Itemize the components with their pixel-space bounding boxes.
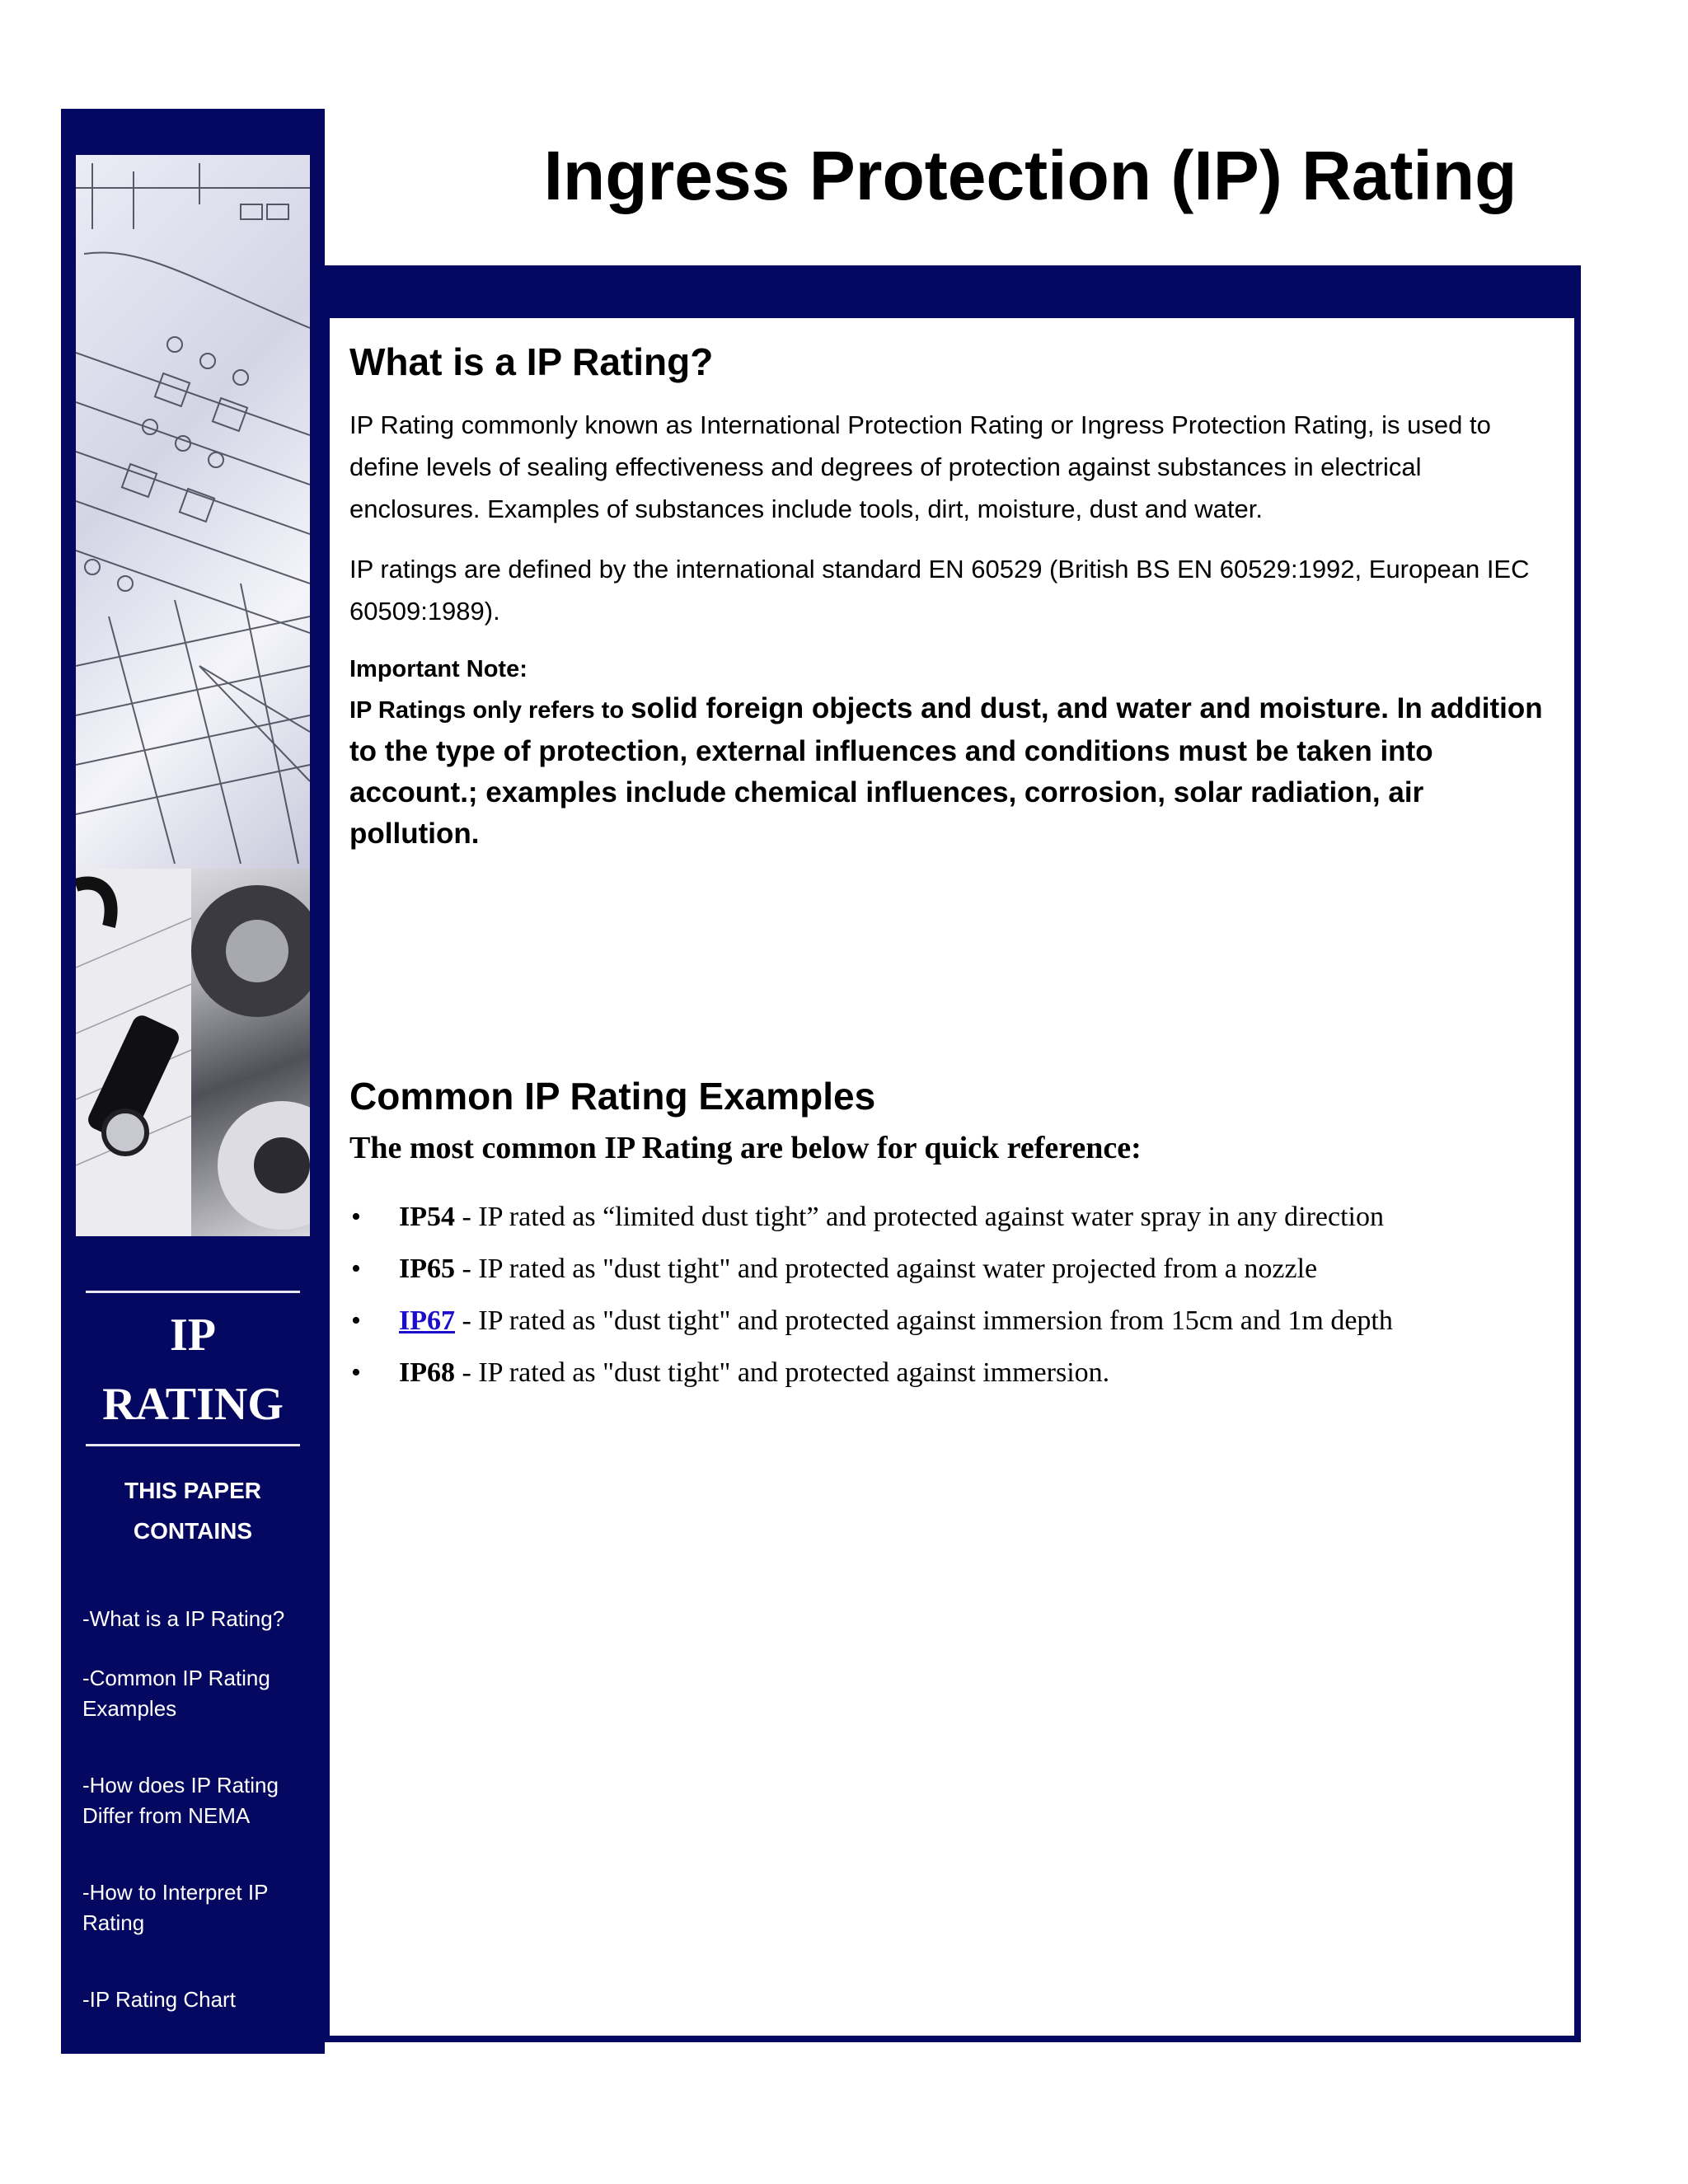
list-item	[349, 1191, 1545, 1243]
bullet-icon: •	[351, 1305, 361, 1336]
list-item	[349, 1347, 1545, 1399]
document-title: Ingress Protection (IP) Rating	[543, 137, 1517, 214]
important-note-label: Important Note:	[349, 656, 528, 682]
toc-item-chart: -IP Rating Chart	[82, 1987, 236, 2012]
list-item	[349, 1243, 1545, 1295]
sidebar-contains-line1: THIS PAPER	[124, 1478, 261, 1503]
sidebar-title-line1: IP	[170, 1310, 216, 1361]
ip-examples-list	[349, 1191, 1545, 1399]
ip-code: IP54	[399, 1202, 455, 1232]
ip67-link[interactable]: IP67	[399, 1305, 455, 1336]
intro-paragraph: IP Rating commonly known as International Protection Rating or Ingress Protection Rating, is used to define levels of sealing effectiveness and degrees of protection against substances in electrical enclosures. Examples of substances include tools, dirt, moisture, dust and water.	[349, 410, 1491, 523]
bullet-icon: •	[351, 1357, 361, 1388]
ip-description: - IP rated as "dust tight" and protected against water projected from a nozzle	[455, 1254, 1318, 1284]
sidebar-contains-line2: CONTAINS	[133, 1518, 253, 1544]
toc-item-common-examples: -Common IP Rating Examples	[82, 1666, 270, 1721]
sidebar-divider-bottom	[86, 1444, 300, 1446]
list-item	[349, 1295, 1545, 1347]
bullet-icon: •	[351, 1254, 361, 1284]
sidebar	[61, 109, 325, 2054]
main-content	[349, 333, 1545, 1399]
blueprint-photo	[76, 155, 310, 869]
important-note-prefix: IP Ratings only refers to	[349, 697, 631, 724]
capacitor-illustration	[76, 869, 310, 1236]
standard-paragraph: IP ratings are defined by the international standard EN 60529 (British BS EN 60529:1992, European IEC 60509:1989).	[349, 555, 1530, 626]
toc-item-nema: -How does IP Rating Differ from NEMA	[82, 1773, 279, 1828]
blueprint-illustration	[76, 155, 310, 869]
important-note-body: solid foreign objects and dust, and water and moisture. In addition to the type of protection, external influences and conditions must be taken into account.; examples include chemical influences, corrosion, solar radiation, air pollution.	[349, 692, 1543, 850]
toc-item-interpret: -How to Interpret IP Rating	[82, 1880, 268, 1935]
bullet-icon: •	[351, 1202, 361, 1232]
ip-description: - IP rated as "dust tight" and protected against immersion from 15cm and 1m depth	[455, 1305, 1393, 1336]
important-note-text	[349, 688, 1545, 855]
section-heading-common-examples: Common IP Rating Examples	[349, 1075, 876, 1118]
examples-subheading: The most common IP Rating are below for quick reference:	[349, 1131, 1142, 1165]
components-photo	[76, 869, 310, 1236]
sidebar-divider-top	[86, 1291, 300, 1293]
sidebar-contains-heading	[61, 1470, 325, 1551]
ip-description: - IP rated as "dust tight" and protected against immersion.	[455, 1357, 1110, 1388]
section-heading-what-is: What is a IP Rating?	[349, 340, 714, 383]
ip-code: IP65	[399, 1254, 455, 1284]
toc-item-what-is: -What is a IP Rating?	[82, 1606, 285, 1631]
sidebar-title-line2: RATING	[102, 1379, 284, 1430]
ip-code: IP68	[399, 1357, 455, 1388]
ip-description: - IP rated as “limited dust tight” and protected against water spray in any direction	[455, 1202, 1384, 1232]
